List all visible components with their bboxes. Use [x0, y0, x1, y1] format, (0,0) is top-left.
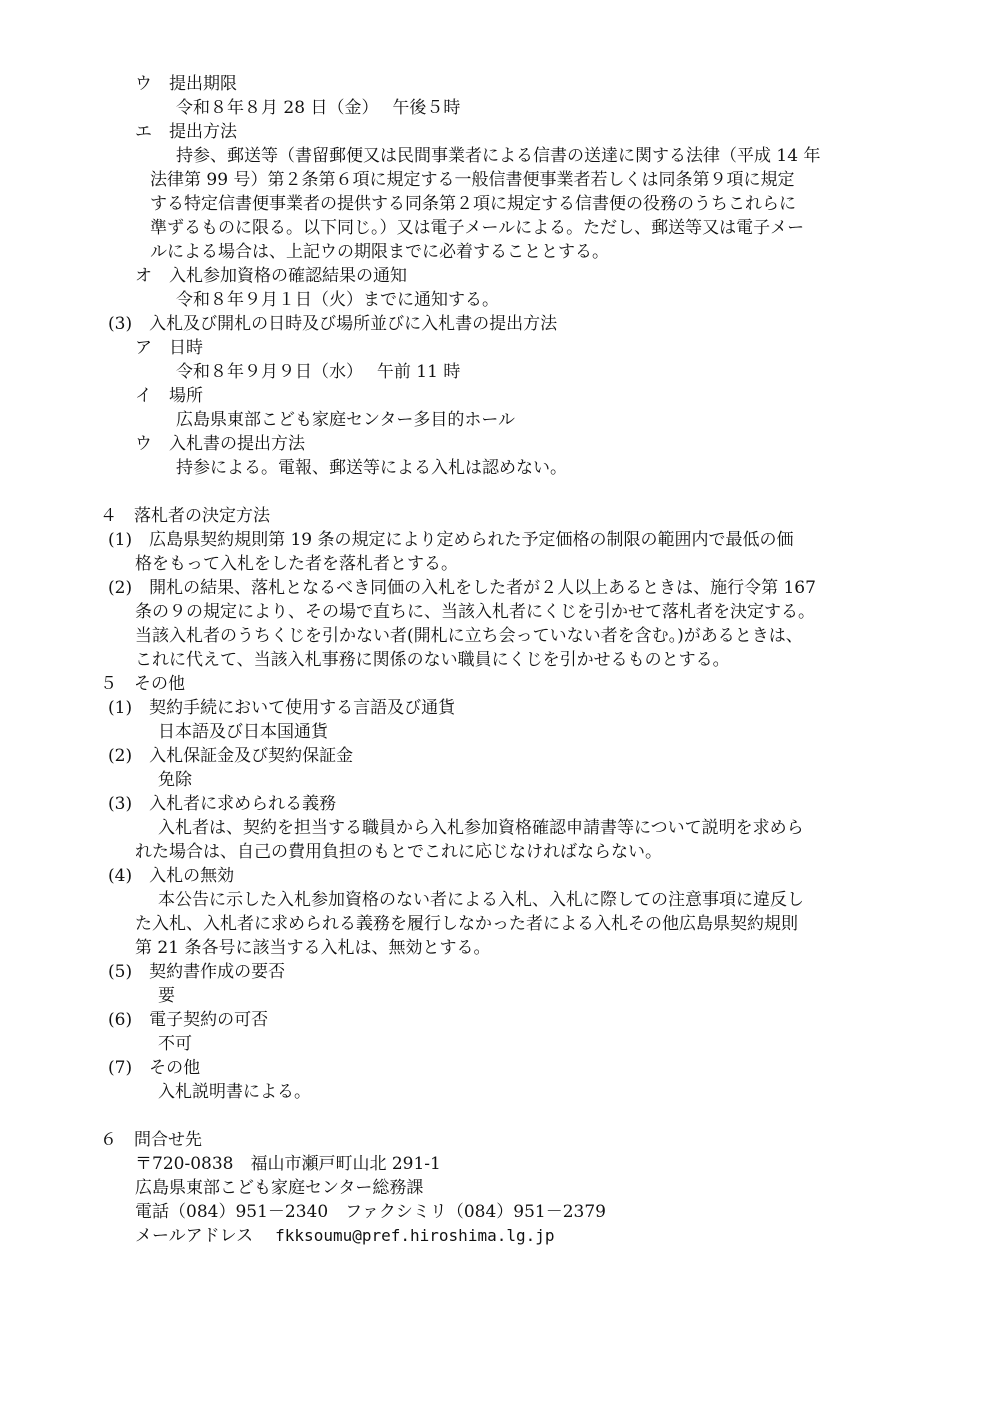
- bidder-obligation-heading: (3) 入札者に求められる義務: [108, 794, 337, 814]
- guarantee-text: 免除: [158, 770, 192, 790]
- language-currency-heading: (1) 契約手続において使用する言語及び通貨: [108, 698, 456, 718]
- contact-email-row: [135, 1224, 555, 1248]
- section-4-paragraph-2: (2) 開札の結果、落札となるべき同価の入札をした者が２人以上あるときは、施行令第 167: [108, 578, 816, 598]
- notification-text: 令和８年９月１日（火）までに通知する。: [176, 290, 499, 310]
- bid-submission-text: 持参による。電報、郵送等による入札は認めない。: [176, 458, 567, 478]
- bidding-place-heading: イ 場所: [135, 386, 203, 406]
- e-contract-heading: (6) 電子契約の可否: [108, 1010, 269, 1030]
- bidding-date-text: 令和８年９月９日（水） 午前 11 時: [176, 362, 461, 382]
- contact-department: 広島県東部こども家庭センター総務課: [135, 1178, 424, 1198]
- contact-address: 〒720-0838 福山市瀬戸町山北 291-1: [135, 1154, 441, 1174]
- bidding-schedule-heading: (3) 入札及び開札の日時及び場所並びに入札書の提出方法: [108, 314, 558, 334]
- bidder-obligation-line: 入札者は、契約を担当する職員から入札参加資格確認申請書等について説明を求めら: [158, 818, 804, 838]
- section-4-paragraph-1: (1) 広島県契約規則第 19 条の規定により定められた予定価格の制限の範囲内で最低の価: [108, 530, 794, 550]
- notification-heading: オ 入札参加資格の確認結果の通知: [135, 266, 407, 286]
- section-4-paragraph-2: 条の９の規定により、その場で直ちに、当該入札者にくじを引かせて落札者を決定する。: [135, 602, 815, 622]
- contact-phone-fax: 電話（084）951－2340 ファクシミリ（084）951－2379: [135, 1202, 606, 1222]
- email-label: メールアドレス: [135, 1226, 254, 1246]
- submission-method-line: 持参、郵送等（書留郵便又は民間事業者による信書の送達に関する法律（平成 14 年: [176, 146, 821, 166]
- language-currency-text: 日本語及び日本国通貨: [158, 722, 328, 742]
- guarantee-heading: (2) 入札保証金及び契約保証金: [108, 746, 354, 766]
- section-4-heading: ４ 落札者の決定方法: [100, 506, 270, 526]
- bidder-obligation-line: れた場合は、自己の費用負担のもとでこれに応じなければならない。: [135, 842, 662, 862]
- bid-submission-heading: ウ 入札書の提出方法: [135, 434, 305, 454]
- deadline-text: 令和８年８月 28 日（金） 午後５時: [176, 98, 461, 118]
- invalid-bids-line: 本公告に示した入札参加資格のない者による入札、入札に際しての注意事項に違反し: [158, 890, 804, 910]
- invalid-bids-heading: (4) 入札の無効: [108, 866, 235, 886]
- submission-method-heading: エ 提出方法: [135, 122, 237, 142]
- section-6-heading: ６ 問合せ先: [100, 1130, 202, 1150]
- section-4-paragraph-1: 格をもって入札をした者を落札者とする。: [135, 554, 458, 574]
- e-contract-text: 不可: [158, 1034, 192, 1054]
- submission-method-line: 法律第 99 号）第２条第６項に規定する一般信書便事業者若しくは同条第９項に規定: [150, 170, 795, 190]
- section-4-paragraph-2: 当該入札者のうちくじを引かない者(開札に立ち会っていない者を含む。)があるときは、: [135, 626, 803, 646]
- submission-method-line: する特定信書便事業者の提供する同条第２項に規定する信書便の役務のうちこれらに: [150, 194, 796, 214]
- email-address-link[interactable]: fkksoumu@pref.hiroshima.lg.jp: [275, 1226, 555, 1245]
- submission-method-line: ルによる場合は、上記ウの期限までに必着することとする。: [150, 242, 609, 262]
- section-5-heading: ５ その他: [100, 674, 185, 694]
- bidding-date-heading: ア 日時: [135, 338, 203, 358]
- other-heading: (7) その他: [108, 1058, 201, 1078]
- contract-document-text: 要: [158, 986, 175, 1006]
- contract-document-heading: (5) 契約書作成の要否: [108, 962, 286, 982]
- invalid-bids-line: 第 21 条各号に該当する入札は、無効とする。: [135, 938, 491, 958]
- other-text: 入札説明書による。: [158, 1082, 311, 1102]
- submission-method-line: 準ずるものに限る。以下同じ。）又は電子メールによる。ただし、郵送等又は電子メー: [150, 218, 805, 238]
- section-4-paragraph-2: これに代えて、当該入札事務に関係のない職員にくじを引かせるものとする。: [135, 650, 730, 670]
- bidding-place-text: 広島県東部こども家庭センター多目的ホール: [176, 410, 515, 430]
- deadline-heading: ウ 提出期限: [135, 74, 237, 94]
- invalid-bids-line: た入札、入札者に求められる義務を履行しなかった者による入札その他広島県契約規則: [135, 914, 798, 934]
